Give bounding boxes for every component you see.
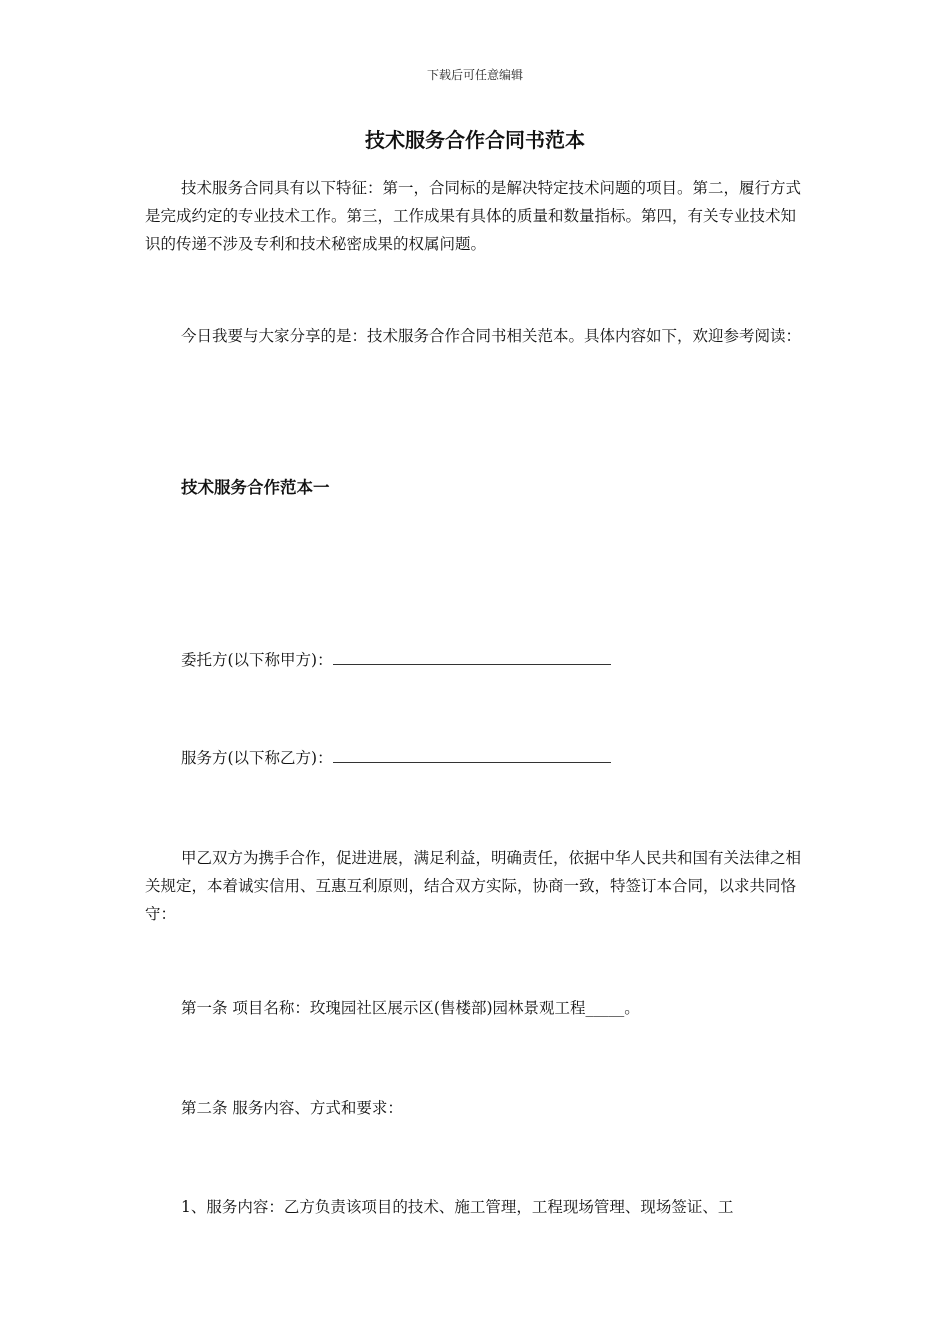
party-b-blank: [333, 748, 611, 763]
article-1: 第一条 项目名称：玫瑰园社区展示区(售楼部)园林景观工程_____。: [181, 999, 640, 1017]
section-heading: 技术服务合作范本一: [181, 478, 330, 497]
party-a-blank: [333, 650, 611, 665]
header-note: 下载后可任意编辑: [426, 68, 523, 82]
agreement-paragraph: 甲乙双方为携手合作，促进进展，满足利益，明确责任，依据中华人民共和国有关法律之相关规定，本着诚实信用、互惠互利原则，结合双方实际，协商一致，特签订本合同，以求共同恪守：: [145, 849, 802, 923]
party-a-line: [181, 648, 611, 672]
party-b-line: [181, 746, 611, 770]
party-a-label: 委托方(以下称甲方)：: [181, 651, 333, 669]
article-2: 第二条 服务内容、方式和要求：: [181, 1099, 403, 1117]
share-paragraph: 今日我要与大家分享的是：技术服务合作合同书相关范本。具体内容如下，欢迎参考阅读：: [181, 327, 802, 345]
document-title: 技术服务合作合同书范本: [365, 128, 585, 152]
intro-paragraph: 技术服务合同具有以下特征：第一，合同标的是解决特定技术问题的项目。第二，履行方式是完成约定的专业技术工作。第三，工作成果有具体的质量和数量指标。第四，有关专业技术知识的传递不涉及专利和技术秘密成果的权属问题。: [145, 179, 802, 253]
party-b-label: 服务方(以下称乙方)：: [181, 749, 333, 767]
item-1: 1、服务内容：乙方负责该项目的技术、施工管理，工程现场管理、现场签证、工: [181, 1198, 734, 1216]
